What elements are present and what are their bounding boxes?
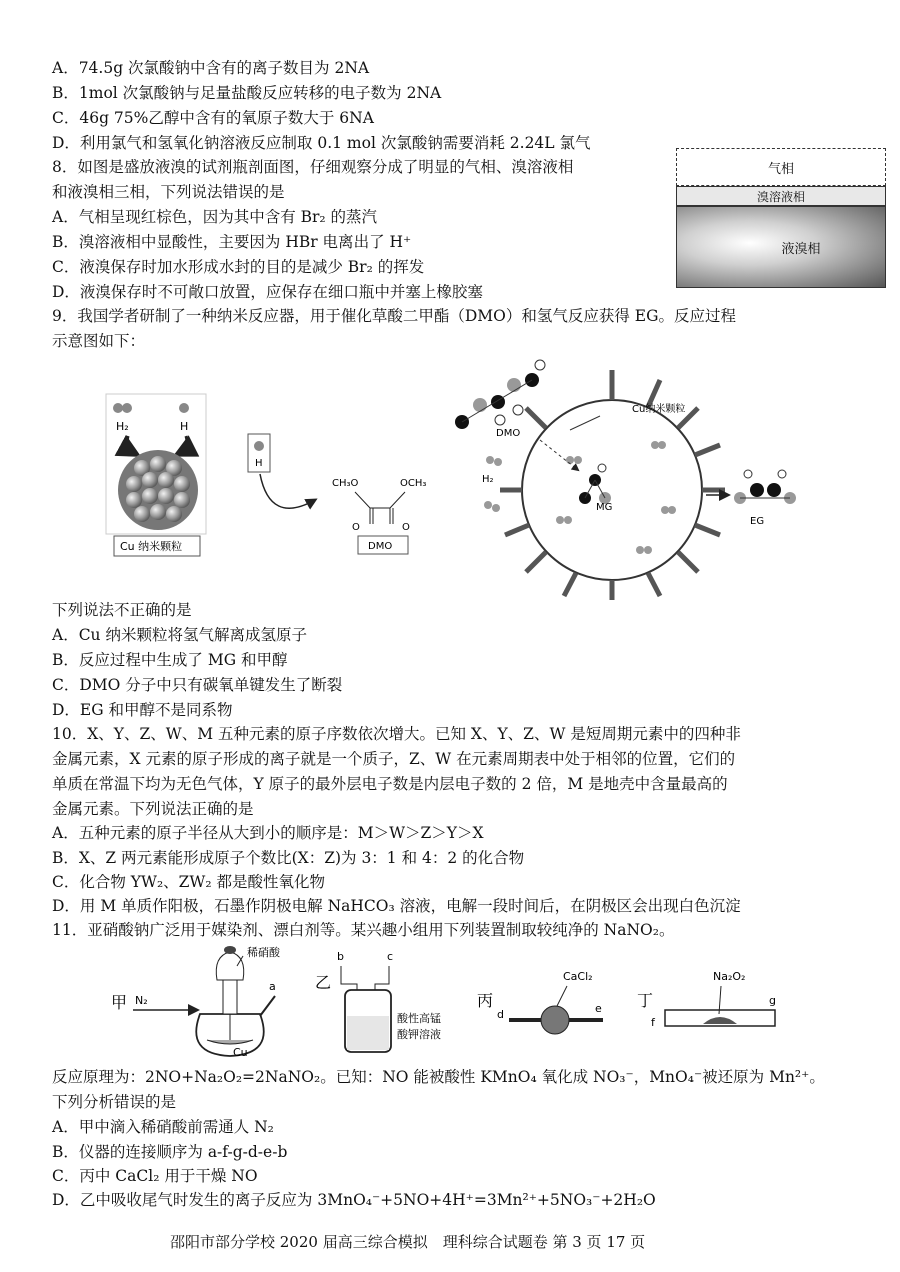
cu-label: Cu <box>233 1046 248 1059</box>
q9-stem-line1: 9．我国学者研制了一种纳米反应器，用于催化草酸二甲酯（DMO）和氢气反应获得 EG。反应过程 <box>52 307 736 325</box>
solution-phase <box>676 186 886 206</box>
solution-phase-label: 溴溶液相 <box>756 189 805 204</box>
q11-option-a: A．甲中滴入稀硝酸前需通人 N₂ <box>52 1118 274 1136</box>
q8-option-c: C．液溴保存时加水形成水封的目的是减少 Br₂ 的挥发 <box>52 258 425 276</box>
q8-option-b: B．溴溶液相中显酸性，主要因为 HBr 电离出了 H⁺ <box>52 233 412 251</box>
q8-option-d: D．液溴保存时不可敞口放置，应保存在细口瓶中并塞上橡胶塞 <box>52 283 483 301</box>
apparatus-jia <box>111 945 281 1059</box>
mg-molecule <box>579 464 611 504</box>
b-label: b <box>337 950 344 963</box>
cu-cluster <box>118 450 198 530</box>
q11-option-d: D．乙中吸收尾气时发生的离子反应为 3MnO₄⁻+5NO+4H⁺=3Mn²⁺+5NO₃⁻+2H₂O <box>52 1191 656 1209</box>
n2-label: N₂ <box>135 994 148 1007</box>
d-label: d <box>497 1008 504 1021</box>
svg-text:O: O <box>402 522 410 533</box>
gas-phase-label: 气相 <box>767 161 794 177</box>
h-atom-label: H <box>255 458 263 469</box>
yi-label: 乙 <box>315 973 332 992</box>
apparatus-yi <box>315 950 441 1052</box>
apparatus-bing <box>477 970 603 1034</box>
g-label: g <box>769 994 776 1007</box>
q11-question: 下列分析错误的是 <box>52 1093 177 1111</box>
q9-question: 下列说法不正确的是 <box>52 601 192 619</box>
liquid-phase <box>676 206 886 288</box>
dmo-box-label: DMO <box>368 541 393 552</box>
dmo-molecule <box>455 360 545 429</box>
eg-molecule <box>734 470 796 504</box>
h2-outside-label: H₂ <box>482 474 494 485</box>
q10-option-d: D．用 M 单质作阳极，石墨作阴极电解 NaHCO₃ 溶液，电解一段时间后，在阴极区会出现白色沉淀 <box>52 897 741 915</box>
kmno4-label-1: 酸性高锰 <box>397 1012 441 1025</box>
q10-stem-line2: 金属元素，X 元素的原子形成的离子就是一个质子，Z、W 在元素周期表中处于相邻的位置，它们的 <box>52 750 736 768</box>
page-footer: 邵阳市部分学校 2020 届高三综合模拟 理科综合试题卷 第 3 页 17 页 <box>170 1233 646 1251</box>
dmo-structure-panel <box>248 434 426 554</box>
cu-particle-label: Cu 纳米颗粒 <box>120 540 183 553</box>
q10-stem-line1: 10．X、Y、Z、W、M 五种元素的原子序数依次增大。已知 X、Y、Z、W 是短周期元素中的四种非 <box>52 725 741 743</box>
spikes <box>500 370 725 600</box>
cacl2-label: CaCl₂ <box>563 970 593 983</box>
h-label: H <box>180 420 189 433</box>
bing-label: 丙 <box>477 991 494 1010</box>
q9-option-d: D．EG 和甲醇不是同系物 <box>52 701 233 719</box>
apparatus-diagram <box>105 944 805 1064</box>
q10-stem-line4: 金属元素。下列说法正确的是 <box>52 800 254 818</box>
q8-option-a: A．气相呈现红棕色，因为其中含有 Br₂ 的蒸汽 <box>52 208 378 226</box>
h2-label: H₂ <box>116 420 129 433</box>
q11-stem: 11．亚硝酸钠广泛用于媒染剂、漂白剂等。某兴趣小组用下列装置制取较纯净的 NaNO₂。 <box>52 921 675 939</box>
ch3o-label: CH₃O <box>332 478 359 489</box>
q10-stem-line3: 单质在常温下均为无色气体，Y 原子的最外层电子数是内层电子数的 2 倍，M 是地壳中含量最高的 <box>52 775 728 793</box>
mg-label: MG <box>596 502 613 513</box>
nano-reactor-diagram <box>100 350 820 600</box>
eg-label: EG <box>750 516 765 527</box>
c-label: c <box>387 950 394 963</box>
nano-reactor-sphere <box>455 360 796 600</box>
q9-option-c: C．DMO 分子中只有碳氧单键发生了断裂 <box>52 676 343 694</box>
jia-label: 甲 <box>111 993 128 1012</box>
q7-option-d: D．利用氯气和氢氧化钠溶液反应制取 0.1 mol 次氯酸钠需要消耗 2.24L 氯气 <box>52 134 591 152</box>
a-label: a <box>269 980 276 993</box>
cu-nanoparticle-panel <box>106 394 206 556</box>
q9-stem-line2: 示意图如下： <box>52 332 146 350</box>
q7-option-a: A．74.5g 次氯酸钠中含有的离子数目为 2NA <box>52 59 370 77</box>
q11-option-c: C．丙中 CaCl₂ 用于干燥 NO <box>52 1167 258 1185</box>
och3-label: OCH₃ <box>400 478 427 489</box>
q10-option-b: B．X、Z 两元素能形成原子个数比(X：Z)为 3：1 和 4：2 的化合物 <box>52 849 525 867</box>
dmo-label: DMO <box>496 428 521 439</box>
q8-stem-line2: 和液溴相三相，下列说法错误的是 <box>52 183 285 201</box>
bromine-bottle-figure <box>676 148 886 288</box>
f-label: f <box>651 1016 655 1029</box>
q8-stem-line1: 8．如图是盛放液溴的试剂瓶剖面图，仔细观察分成了明显的气相、溴溶液相 <box>52 158 574 176</box>
cu-nanoparticle-label: Cu纳米颗粒 <box>632 404 686 415</box>
svg-text:O: O <box>352 522 360 533</box>
apparatus-ding <box>637 970 776 1029</box>
q11-principle: 反应原理为：2NO+Na₂O₂=2NaNO₂。已知：NO 能被酸性 KMnO₄ 氧化成 NO₃⁻，MnO₄⁻被还原为 Mn²⁺。 <box>52 1068 825 1086</box>
q10-option-a: A．五种元素的原子半径从大到小的顺序是：M＞W＞Z＞Y＞X <box>52 824 484 842</box>
q9-option-b: B．反应过程中生成了 MG 和甲醇 <box>52 651 288 669</box>
q11-option-b: B．仪器的连接顺序为 a-f-g-d-e-b <box>52 1143 288 1161</box>
kmno4-label-2: 酸钾溶液 <box>397 1028 441 1041</box>
q10-option-c: C．化合物 YW₂、ZW₂ 都是酸性氧化物 <box>52 873 326 891</box>
gas-phase <box>676 148 886 186</box>
e-label: e <box>595 1002 602 1015</box>
ding-label: 丁 <box>637 991 654 1010</box>
hno3-label: 稀硝酸 <box>247 946 280 959</box>
na2o2-label: Na₂O₂ <box>713 970 746 983</box>
q9-option-a: A．Cu 纳米颗粒将氢气解离成氢原子 <box>52 626 307 644</box>
liquid-phase-label: 液溴相 <box>781 241 821 257</box>
q7-option-b: B．1mol 次氯酸钠与足量盐酸反应转移的电子数为 2NA <box>52 84 442 102</box>
q7-option-c: C．46g 75%乙醇中含有的氧原子数大于 6NA <box>52 109 374 127</box>
